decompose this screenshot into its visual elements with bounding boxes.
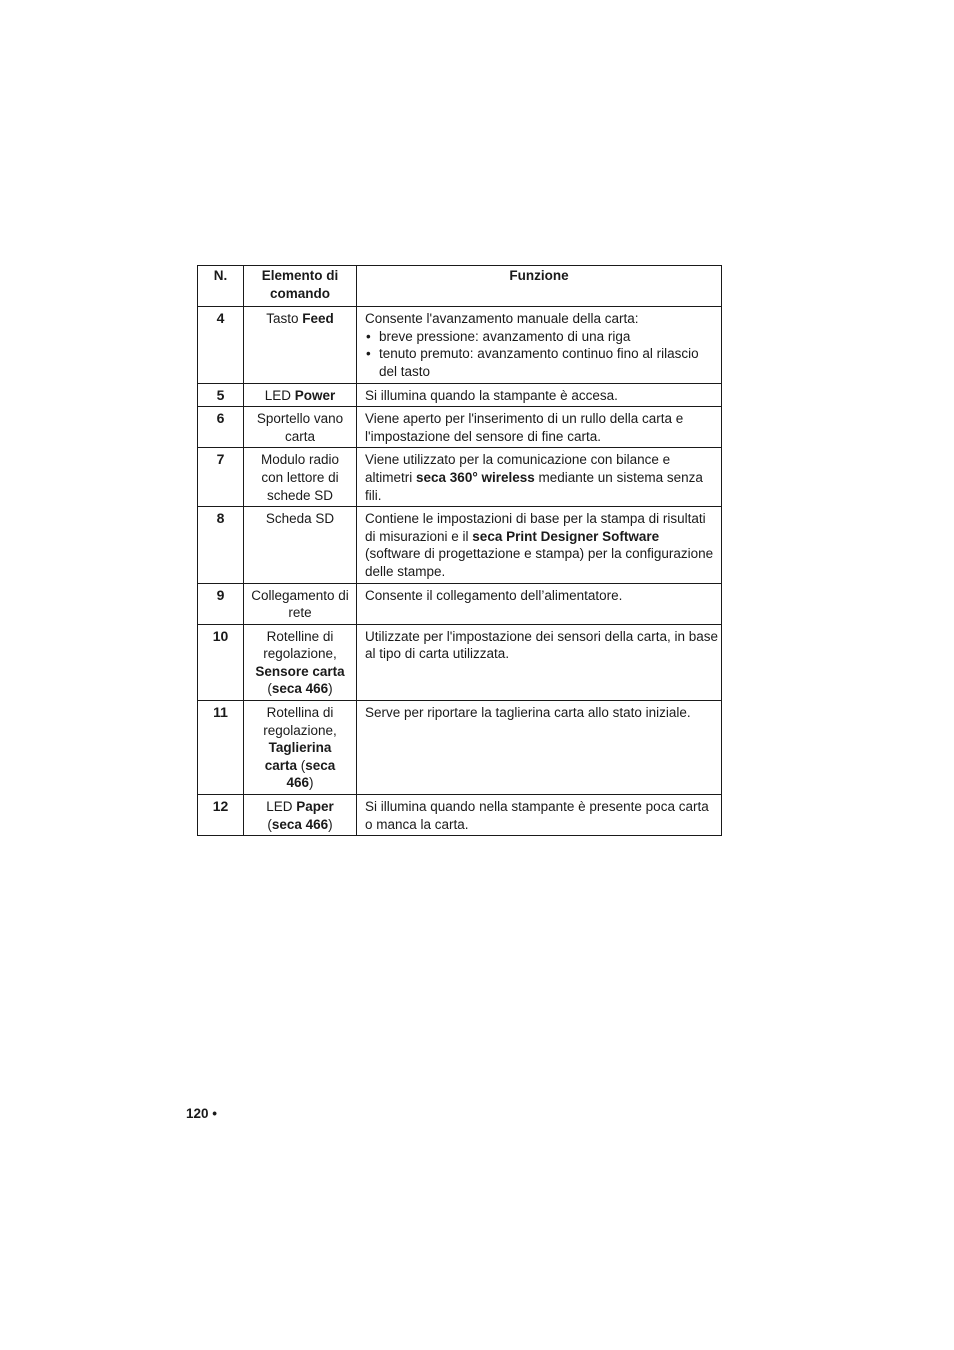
header-element [244, 266, 357, 307]
function-text-segment: (software di progettazione e stampa) per la configurazione delle stampe. [365, 546, 714, 579]
row-number: 6 [198, 407, 244, 448]
row-element-text [254, 410, 346, 445]
function-bullet-list [365, 328, 718, 381]
element-text-segment: Taglierina carta [264, 740, 332, 773]
element-text-segment: Collegamento di rete [251, 587, 349, 621]
row-function [357, 795, 722, 836]
function-text-segment: Contiene le impostazioni di base per la stampa di risultati di misurazioni e il [365, 511, 706, 544]
function-text-segment: Serve per riportare la taglierina carta allo stato iniziale. [365, 705, 691, 721]
row-number: 10 [198, 624, 244, 700]
function-text-segment: seca 360° wireless [416, 469, 535, 485]
row-element-text [260, 704, 340, 792]
function-text-segment: Utilizzate per l'impostazione dei sensori della carta, in base al tipo di carta utilizzata. [365, 628, 719, 662]
row-element-text [260, 798, 340, 833]
table-row [198, 407, 722, 448]
row-number: 5 [198, 383, 244, 407]
element-text-segment: ( [267, 681, 272, 697]
table-row [198, 624, 722, 700]
header-element-text: Elemento di comando [261, 268, 339, 301]
row-element-text [257, 451, 343, 504]
element-text-segment: Sensore carta [255, 663, 345, 679]
row-number: 12 [198, 795, 244, 836]
element-text-segment: seca 466 [271, 681, 329, 697]
element-text-segment: Feed [302, 311, 334, 327]
row-element-text [246, 587, 354, 622]
element-text-segment: ) [328, 816, 333, 832]
function-text-segment: Si illumina quando nella stampante è presente poca carta o manca la carta. [365, 799, 709, 832]
element-text-segment: ) [309, 775, 314, 791]
element-text-segment: Modulo radio con lettore di schede SD [260, 452, 340, 503]
row-element-text [246, 510, 354, 528]
row-element [244, 701, 357, 795]
row-number: 9 [198, 583, 244, 624]
row-function [357, 583, 722, 624]
row-element [244, 795, 357, 836]
element-text-segment: Sportello vano carta [256, 411, 344, 444]
row-element [244, 583, 357, 624]
row-element [244, 624, 357, 700]
element-text-segment: LED [266, 799, 297, 815]
row-element [244, 383, 357, 407]
row-function [357, 407, 722, 448]
element-text-segment: seca 466 [271, 816, 329, 832]
element-text-segment: Paper [296, 799, 334, 815]
element-text-segment: ) [328, 681, 333, 697]
row-function [357, 701, 722, 795]
row-number: 11 [198, 701, 244, 795]
function-text-segment: Si illumina quando la stampante è accesa. [365, 387, 618, 403]
row-function [357, 507, 722, 583]
function-text-segment: Consente il collegamento dell’alimentatore. [365, 587, 623, 603]
row-element-text [250, 628, 350, 698]
element-text-segment: Rotelline di regolazione, [263, 628, 337, 662]
table-header-row [198, 266, 722, 307]
page-number: 120 [186, 1106, 209, 1121]
row-number: 4 [198, 307, 244, 383]
function-text-segment: Viene aperto per l'inserimento di un rullo della carta e l'impostazione del sensore di fine carta. [365, 411, 684, 444]
element-text-segment: Rotellina di regolazione, [263, 705, 337, 738]
row-number: 8 [198, 507, 244, 583]
element-text-segment: LED [264, 387, 295, 403]
header-number: N. [198, 266, 244, 307]
function-text-segment: mediante un sistema senza fili. [365, 469, 703, 503]
element-text-segment: ( [296, 757, 306, 773]
function-text-segment: Viene utilizzato per la comunicazione con bilance e altimetri [365, 452, 671, 485]
table-body [198, 307, 722, 836]
controls-table [197, 265, 722, 836]
table-row [198, 307, 722, 383]
row-function [357, 624, 722, 700]
element-text-segment: ( [267, 816, 272, 832]
row-function [357, 307, 722, 383]
header-function: Funzione [357, 266, 722, 307]
element-text-segment: Scheda SD [265, 511, 335, 527]
row-function [357, 448, 722, 507]
row-number: 7 [198, 448, 244, 507]
row-element-text [246, 310, 354, 328]
row-element-text [246, 387, 354, 405]
table-row [198, 383, 722, 407]
element-text-segment: Power [294, 387, 336, 403]
table-row [198, 701, 722, 795]
function-text-segment: seca Print Designer Software [472, 528, 660, 544]
table-row [198, 448, 722, 507]
table-row [198, 795, 722, 836]
page-footer [186, 1106, 217, 1121]
table-row [198, 507, 722, 583]
row-element [244, 507, 357, 583]
row-function [357, 383, 722, 407]
function-intro: Consente l'avanzamento manuale della carta: [365, 311, 639, 327]
table-row [198, 583, 722, 624]
function-bullet-item: • breve pressione: avanzamento di una riga [365, 328, 718, 346]
element-text-segment: Tasto [266, 311, 303, 327]
footer-bullet: • [212, 1106, 218, 1121]
row-element [244, 307, 357, 383]
row-element [244, 448, 357, 507]
row-element [244, 407, 357, 448]
function-bullet-item: • tenuto premuto: avanzamento continuo fino al rilascio del tasto [365, 345, 718, 380]
element-text-segment: seca 466 [286, 757, 336, 791]
